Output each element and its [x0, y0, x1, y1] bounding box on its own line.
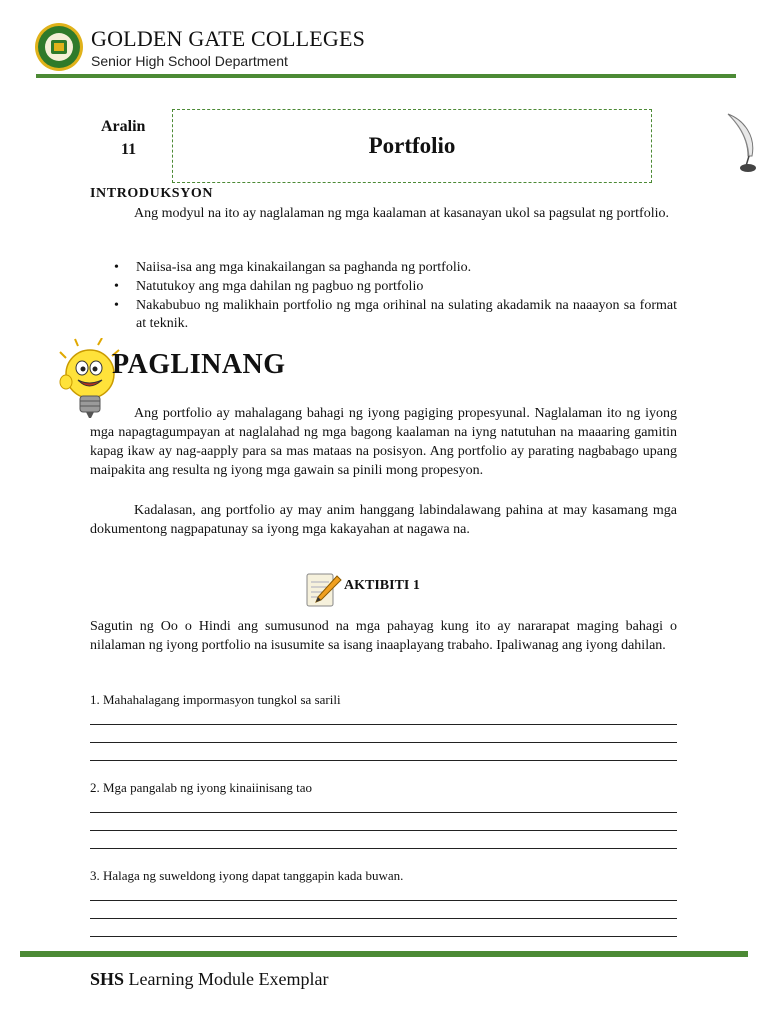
question-1: 1. Mahahalagang impormasyon tungkol sa sarili: [90, 692, 341, 707]
paglinang-paragraph-2: Kadalasan, ang portfolio ay may anim hanggang labindalawang pahina at may kasamang mga dokumentong nagpapatunay sa iyong mga kakayahan at nagawa na.: [90, 503, 677, 537]
footer-text: [90, 969, 328, 990]
answer-line[interactable]: [90, 724, 677, 725]
aktibiti-instruction: Sagutin ng Oo o Hindi ang sumusunod na mga pahayag kung ito ay nararapat maging bahagi o nilalaman ng iyong portfolio na isusumite sa isang inaaplayang trabaho. Ipaliwanag ang iyong dahilan.: [90, 619, 677, 653]
department-name: Senior High School Department: [91, 53, 288, 69]
answer-line[interactable]: [90, 900, 677, 901]
lesson-title: Portfolio: [368, 133, 456, 158]
answer-line[interactable]: [90, 760, 677, 761]
question-3: 3. Halaga ng suweldong iyong dapat tanggapin kada buwan.: [90, 868, 404, 883]
footer-divider: [20, 951, 748, 957]
question-2: 2. Mga pangalab ng iyong kinaiinisang tao: [90, 780, 313, 795]
answer-line[interactable]: [90, 936, 677, 937]
lesson-number: 11: [121, 141, 137, 158]
answer-line[interactable]: [90, 848, 677, 849]
school-seal-icon: [34, 22, 84, 72]
objectives-list: [114, 259, 677, 334]
aktibiti-heading: AKTIBITI 1: [344, 578, 420, 593]
paglinang-heading: PAGLINANG: [112, 349, 286, 380]
introduksyon-text: Ang modyul na ito ay naglalaman ng mga kaalaman at kasanayan ukol sa pagsulat ng portfolio.: [134, 206, 669, 221]
answer-line[interactable]: [90, 742, 677, 743]
lesson-label: Aralin: [101, 118, 146, 135]
answer-line[interactable]: [90, 830, 677, 831]
notepad-pencil-icon: [304, 570, 342, 608]
footer-bold: SHS: [90, 969, 125, 989]
introduksyon-heading: INTRODUKSYON: [90, 186, 214, 201]
school-name: GOLDEN GATE COLLEGES: [91, 26, 366, 51]
answer-line[interactable]: [90, 812, 677, 813]
paglinang-paragraph-1: Ang portfolio ay mahalagang bahagi ng iyong pagiging propesyunal. Naglalaman ito ng iyong mga napagtagumpayan at naglalahad ng mga bagong kaalaman na iyng natutuhan na maaaring gamitin kapag ikaw ay nag-aapply para sa mas mataas na posisyon. Ang portfolio ay parating nagbabago upang maipakita ang resulta ng iyong mga gawain sa pinili mong propesyon.: [90, 406, 677, 478]
header-divider: [36, 74, 736, 78]
objective-item: • Natutukoy ang mga dahilan ng pagbuo ng portfolio: [114, 278, 677, 296]
objective-item: • Nakabubuo ng malikhain portfolio ng mga orihinal na sulating akadamik na naaayon sa format at teknik.: [114, 297, 677, 333]
objective-item: • Naiisa-isa ang mga kinakailangan sa paghanda ng portfolio.: [114, 259, 677, 277]
footer-label: Learning Module Exemplar: [124, 969, 329, 989]
quill-icon: [722, 110, 762, 174]
answer-line[interactable]: [90, 918, 677, 919]
